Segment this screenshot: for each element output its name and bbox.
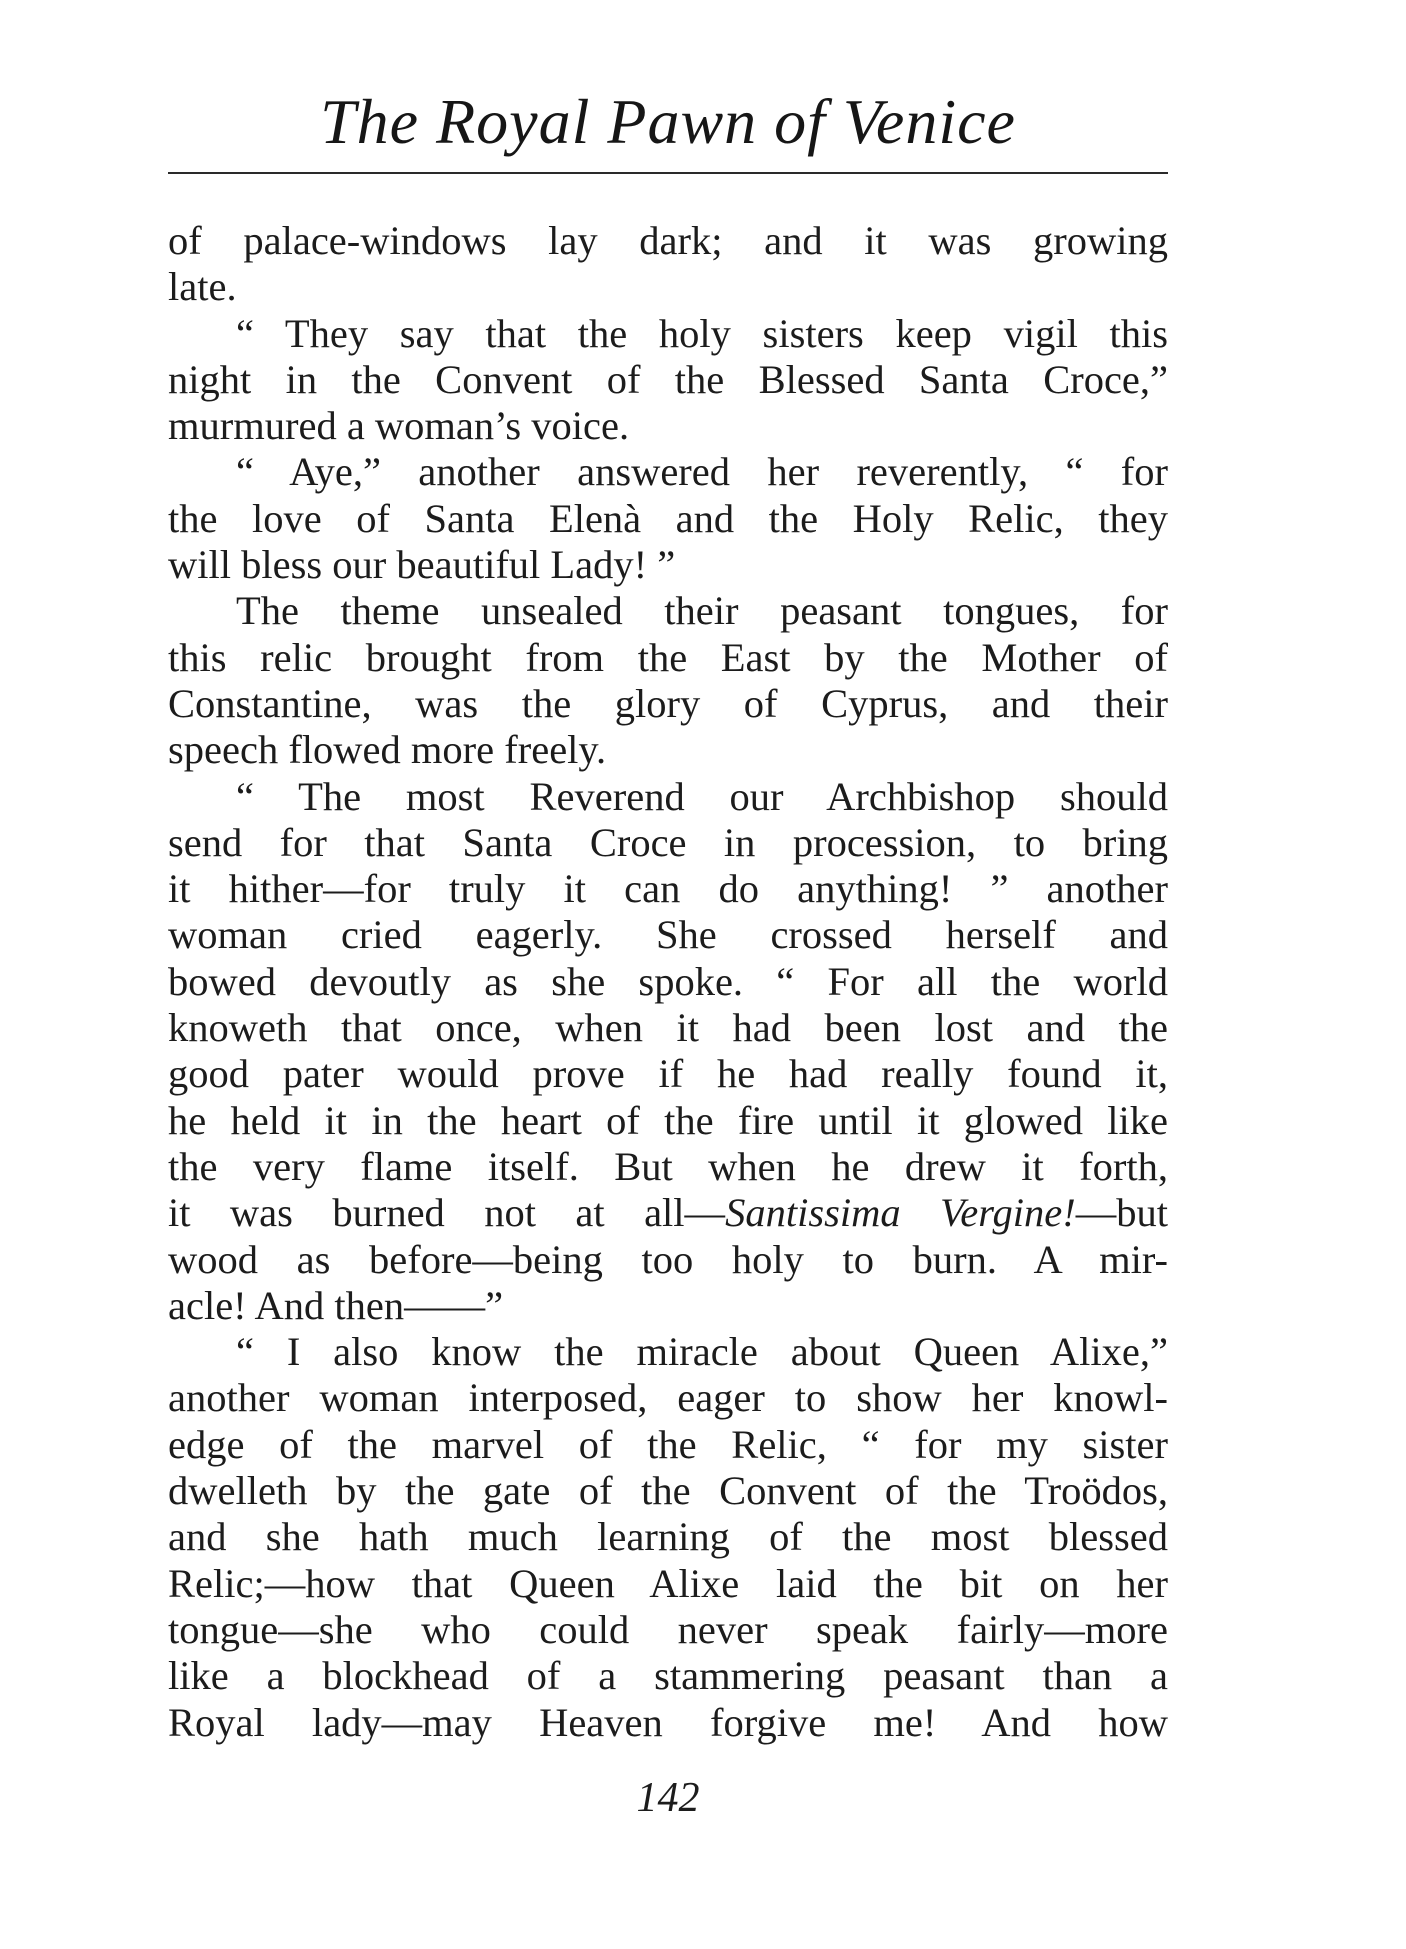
- text-line: the very flame itself. But when he drew it forth,: [168, 1143, 1168, 1189]
- text-line: “ Aye,” another answered her reverently, “ for: [236, 449, 1168, 495]
- text-line: Relic;—how that Queen Alixe laid the bit on her: [168, 1560, 1168, 1606]
- text-line: another woman interposed, eager to show her knowl-: [168, 1375, 1168, 1421]
- text-segment: —but: [1075, 1190, 1168, 1236]
- text-line: “ They say that the holy sisters keep vigil this: [236, 310, 1168, 356]
- page-number: 142: [636, 1775, 700, 1821]
- text-line: of palace-windows lay dark; and it was growing: [168, 218, 1168, 263]
- text-line: acle! And then——”: [168, 1282, 504, 1328]
- text-line: bowed devoutly as she spoke. “ For all the world: [168, 958, 1168, 1004]
- text-line: Constantine, was the glory of Cyprus, and their: [168, 680, 1168, 726]
- text-line: woman cried eagerly. She crossed herself and: [168, 912, 1168, 958]
- text-line: dwelleth by the gate of the Convent of the Troödos,: [168, 1468, 1168, 1514]
- text-line: knoweth that once, when it had been lost and the: [168, 1005, 1168, 1051]
- text-line: The theme unsealed their peasant tongues, for: [236, 588, 1168, 634]
- text-line: “ I also know the miracle about Queen Alixe,”: [236, 1329, 1168, 1375]
- text-segment: it was burned not at all—: [168, 1190, 726, 1236]
- text-line: wood as before—being too holy to burn. A mir-: [168, 1236, 1168, 1282]
- header-rule: [168, 172, 1168, 174]
- text-line: late.: [168, 264, 237, 310]
- text-line: night in the Convent of the Blessed Santa Croce,”: [168, 356, 1168, 402]
- text-line: edge of the marvel of the Relic, “ for my sister: [168, 1421, 1168, 1467]
- text-line: good pater would prove if he had really found it,: [168, 1051, 1168, 1097]
- text-line: send for that Santa Croce in procession, to bring: [168, 819, 1168, 865]
- text-line: Royal lady—may Heaven forgive me! And how: [168, 1699, 1168, 1745]
- text-line: and she hath much learning of the most blessed: [168, 1514, 1168, 1560]
- text-line: the love of Santa Elenà and the Holy Relic, they: [168, 495, 1168, 541]
- italic-phrase: Santissima Vergine!: [725, 1190, 1076, 1236]
- text-line: like a blockhead of a stammering peasant than a: [168, 1653, 1168, 1699]
- text-line: will bless our beautiful Lady! ”: [168, 542, 676, 588]
- running-head: The Royal Pawn of Venice: [320, 86, 1016, 157]
- body-text: [168, 218, 1168, 1746]
- text-line: he held it in the heart of the fire until it glowed like: [168, 1097, 1168, 1143]
- text-line: “ The most Reverend our Archbishop should: [236, 773, 1168, 819]
- text-line: tongue—she who could never speak fairly—more: [168, 1606, 1168, 1652]
- text-line: it hither—for truly it can do anything! ” another: [168, 866, 1168, 912]
- text-line: speech flowed more freely.: [168, 727, 607, 773]
- text-line: [168, 1190, 1168, 1236]
- text-line: murmured a woman’s voice.: [168, 403, 630, 449]
- text-line: this relic brought from the East by the Mother of: [168, 634, 1168, 680]
